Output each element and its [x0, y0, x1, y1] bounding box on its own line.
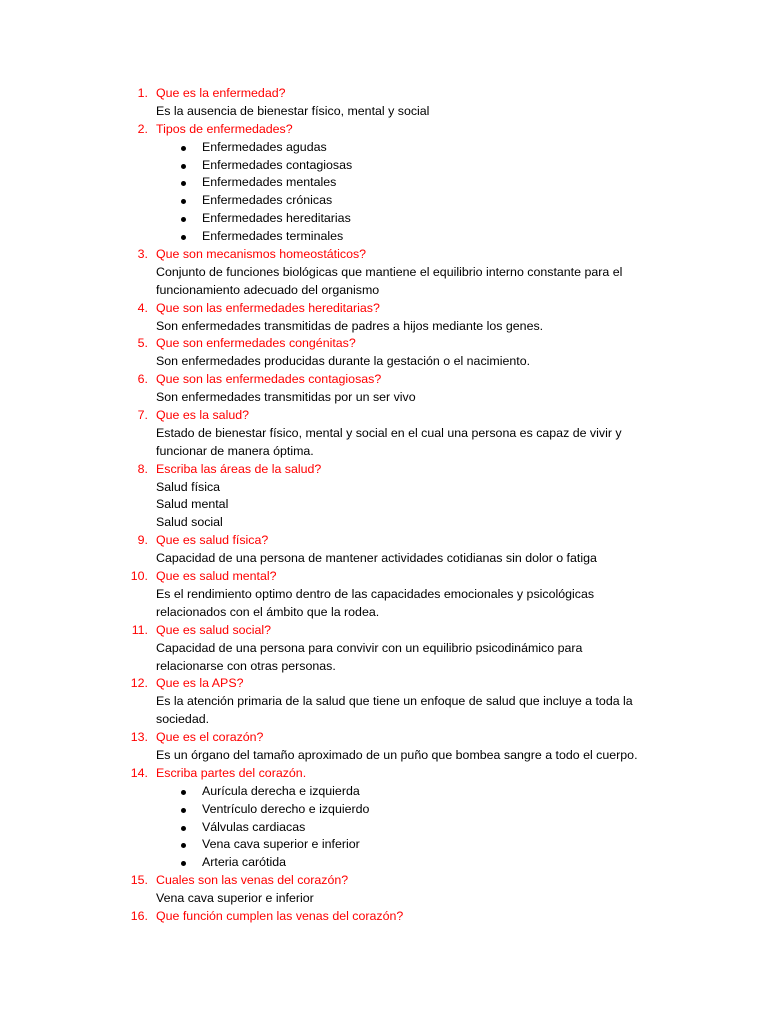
question-number: 15. — [130, 873, 148, 888]
question-text: Que son las enfermedades contagiosas? — [156, 372, 382, 387]
question-number: 1. — [137, 86, 148, 100]
answer-line: Salud física — [156, 479, 221, 494]
bullet-text: Enfermedades terminales — [202, 229, 344, 244]
question-block — [0, 300, 768, 336]
bullet-item — [202, 192, 768, 210]
question-number: 14. — [130, 765, 148, 780]
question-number: 12. — [130, 676, 148, 691]
question-text: Que es la APS? — [156, 676, 244, 691]
answer-line: sociedad. — [156, 712, 210, 727]
bullet-dot-icon — [181, 217, 186, 222]
question-heading — [0, 675, 768, 693]
bullet-dot-icon — [181, 199, 186, 204]
answer-line: Conjunto de funciones biológicas que mantiene el equilibrio interno constante para el — [156, 264, 623, 279]
question-text: Escriba partes del corazón. — [156, 765, 307, 780]
question-number: 10. — [130, 569, 148, 584]
answer-line: Estado de bienestar físico, mental y social en el cual una persona es capaz de vivir y — [156, 425, 622, 440]
question-heading — [0, 300, 768, 318]
question-number: 9. — [137, 533, 148, 548]
answer-line: Es el rendimiento optimo dentro de las capacidades emocionales y psicológicas — [156, 586, 595, 601]
answer-line: Salud mental — [156, 497, 229, 512]
bullet-dot-icon — [181, 826, 186, 831]
answer-line: Son enfermedades producidas durante la gestación o el nacimiento. — [156, 354, 531, 369]
bullet-dot-icon — [181, 790, 186, 795]
answer-line: Son enfermedades transmitidas de padres a hijos mediante los genes. — [156, 318, 544, 333]
bullet-dot-icon — [181, 861, 186, 866]
question-text: Tipos de enfermedades? — [156, 121, 293, 136]
question-heading — [0, 729, 768, 747]
question-heading — [0, 407, 768, 425]
question-block — [0, 729, 768, 765]
answer-line: Es un órgano del tamaño aproximado de un puño que bombea sangre a todo el cuerpo. — [156, 747, 638, 762]
bullet-item — [202, 854, 768, 872]
question-text: Que es la salud? — [156, 408, 249, 423]
answer-line: Son enfermedades transmitidas por un ser vivo — [156, 390, 416, 405]
bullet-text: Enfermedades contagiosas — [202, 157, 353, 172]
question-number: 4. — [137, 300, 148, 315]
question-heading — [0, 908, 768, 926]
bullet-item — [202, 819, 768, 837]
bullet-text: Ventrículo derecho e izquierdo — [202, 801, 370, 816]
bullet-text: Enfermedades mentales — [202, 175, 337, 190]
question-number: 6. — [137, 372, 148, 387]
question-heading — [0, 85, 768, 103]
bullet-dot-icon — [181, 181, 186, 186]
bullet-item — [202, 174, 768, 192]
bullet-item — [202, 228, 768, 246]
bullet-item — [202, 783, 768, 801]
bullet-text: Enfermedades agudas — [202, 139, 327, 154]
question-text: Que son mecanismos homeostáticos? — [156, 247, 367, 262]
bullet-text: Arteria carótida — [202, 855, 287, 870]
answer-line: Vena cava superior e inferior — [156, 891, 314, 906]
bullet-item — [202, 210, 768, 228]
question-heading — [0, 568, 768, 586]
question-heading — [0, 872, 768, 890]
answer-line: Capacidad de una persona de mantener actividades cotidianas sin dolor o fatiga — [156, 551, 597, 566]
question-block — [0, 121, 768, 246]
answer-line: relacionarse con otras personas. — [156, 658, 336, 673]
answer-line: Capacidad de una persona para convivir con un equilibrio psicodinámico para — [156, 640, 583, 655]
bullet-list — [0, 783, 768, 872]
bullet-item — [202, 139, 768, 157]
question-block — [0, 908, 768, 926]
bullet-item — [202, 836, 768, 854]
question-number: 5. — [137, 336, 148, 351]
question-number: 16. — [130, 908, 148, 923]
question-text: Que son las enfermedades hereditarias? — [156, 300, 380, 315]
bullet-dot-icon — [181, 235, 186, 240]
answer-line: Salud social — [156, 515, 223, 530]
answer-line: funcionar de manera óptima. — [156, 443, 314, 458]
bullet-item — [202, 801, 768, 819]
question-text: Que es salud social? — [156, 622, 272, 637]
question-text: Que es salud mental? — [156, 569, 277, 584]
question-text: Que es la enfermedad? — [156, 86, 286, 100]
question-text: Que es el corazón? — [156, 730, 264, 745]
question-block — [0, 371, 768, 407]
question-text: Cuales son las venas del corazón? — [156, 873, 349, 888]
question-number: 3. — [137, 247, 148, 262]
bullet-text: Enfermedades crónicas — [202, 193, 333, 208]
question-heading — [0, 246, 768, 264]
question-text: Escriba las áreas de la salud? — [156, 461, 322, 476]
question-heading — [0, 765, 768, 783]
question-block — [0, 246, 768, 300]
document-page — [0, 85, 768, 926]
question-text: Que función cumplen las venas del corazón? — [156, 908, 404, 923]
question-number: 7. — [137, 408, 148, 423]
question-block — [0, 765, 768, 872]
question-number: 2. — [137, 121, 148, 136]
bullet-dot-icon — [181, 164, 186, 169]
question-heading — [0, 622, 768, 640]
question-number: 8. — [137, 461, 148, 476]
answer-line: Es la ausencia de bienestar físico, mental y social — [156, 103, 430, 118]
bullet-list — [0, 139, 768, 246]
bullet-dot-icon — [181, 146, 186, 151]
question-heading — [0, 461, 768, 479]
question-heading — [0, 335, 768, 353]
answer-line: Es la atención primaria de la salud que tiene un enfoque de salud que incluye a toda la — [156, 694, 633, 709]
question-block — [0, 532, 768, 568]
question-heading — [0, 121, 768, 139]
question-number: 13. — [130, 730, 148, 745]
question-number: 11. — [131, 622, 148, 637]
question-block — [0, 335, 768, 371]
bullet-text: Aurícula derecha e izquierda — [202, 783, 360, 798]
question-block — [0, 568, 768, 622]
question-block — [0, 675, 768, 729]
question-block — [0, 85, 768, 121]
question-heading — [0, 371, 768, 389]
question-text: Que son enfermedades congénitas? — [156, 336, 356, 351]
question-block — [0, 622, 768, 676]
bullet-item — [202, 157, 768, 175]
answer-line: funcionamiento adecuado del organismo — [156, 282, 380, 297]
bullet-text: Vena cava superior e inferior — [202, 837, 360, 852]
bullet-text: Válvulas cardiacas — [202, 819, 306, 834]
question-text: Que es salud física? — [156, 533, 269, 548]
question-block — [0, 407, 768, 461]
question-heading — [0, 532, 768, 550]
bullet-text: Enfermedades hereditarias — [202, 211, 351, 226]
answer-line: relacionados con el ámbito que la rodea. — [156, 604, 380, 619]
bullet-dot-icon — [181, 843, 186, 848]
question-block — [0, 872, 768, 908]
bullet-dot-icon — [181, 808, 186, 813]
question-block — [0, 461, 768, 533]
